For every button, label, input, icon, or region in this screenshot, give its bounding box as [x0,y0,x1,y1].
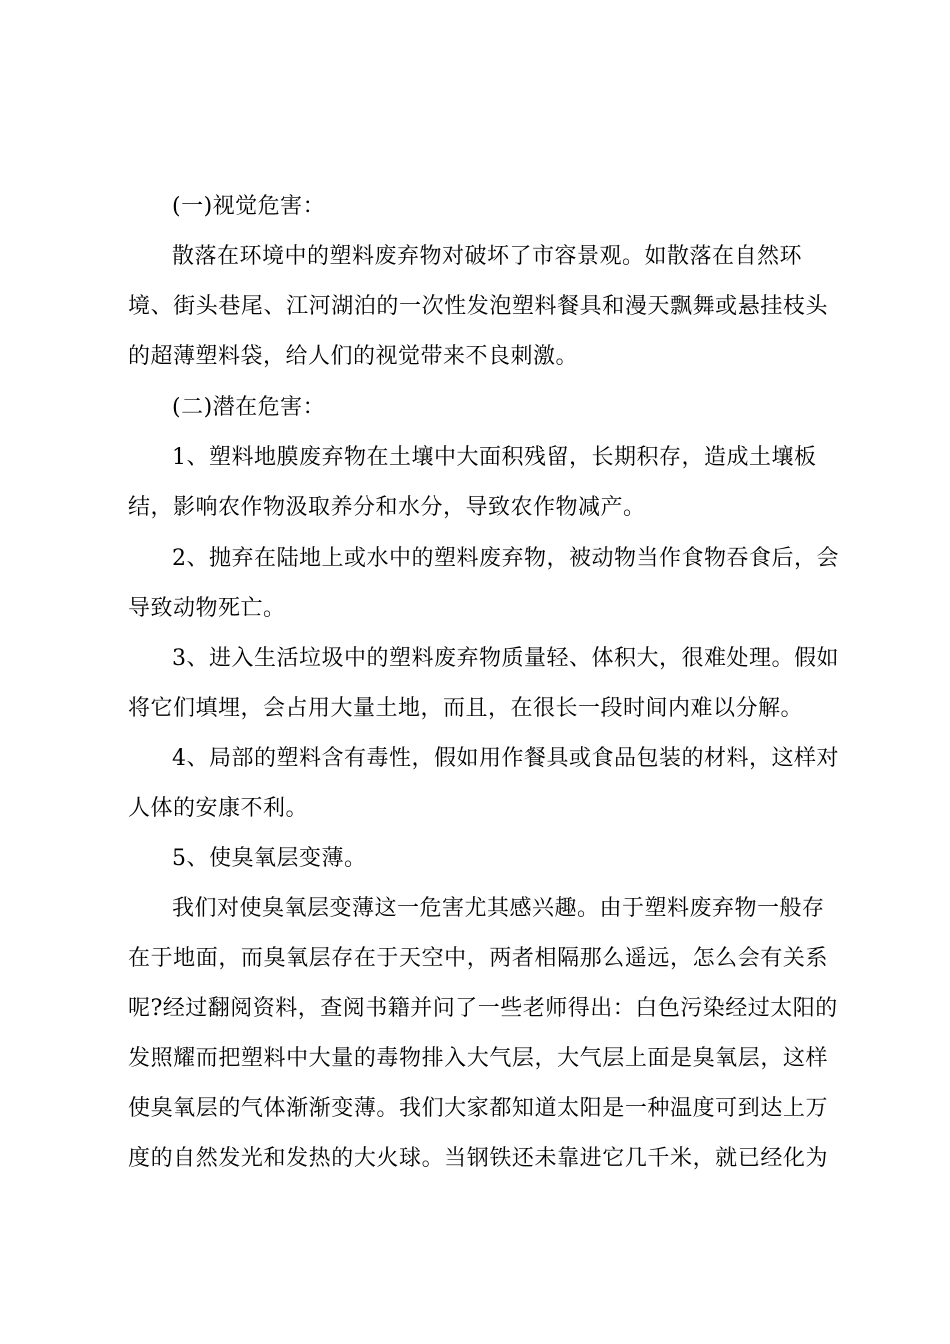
paragraph-line: 呢?经过翻阅资料，查阅书籍并问了一些老师得出：白色污染经过太阳的 [128,996,838,1021]
paragraph-line: 的超薄塑料袋，给人们的视觉带来不良刺激。 [128,344,579,369]
paragraph-line: 发照耀而把塑料中大量的毒物排入大气层，大气层上面是臭氧层，这样 [128,1046,828,1071]
list-item-line: 3、进入生活垃圾中的塑料废弃物质量轻、体积大，很难处理。假如 [172,646,839,671]
list-item-line: 导致动物死亡。 [128,596,286,621]
paragraph-line: 使臭氧层的气体渐渐变薄。我们大家都知道太阳是一种温度可到达上万 [128,1096,828,1121]
list-item-line: 将它们填埋，会占用大量土地，而且，在很长一段时间内难以分解。 [128,696,804,721]
list-item-line: 4、局部的塑料含有毒性，假如用作餐具或食品包装的材料，这样对 [172,746,839,771]
paragraph-line: 散落在环境中的塑料废弃物对破坏了市容景观。如散落在自然环 [172,244,803,269]
paragraph-line: 我们对使臭氧层变薄这一危害尤其感兴趣。由于塑料废弃物一般存 [172,896,825,921]
list-item-line: 1、塑料地膜废弃物在土壤中大面积残留，长期积存，造成土壤板 [172,445,817,470]
paragraph-line: 度的自然发光和发热的大火球。当钢铁还未靠进它几千米，就已经化为 [128,1146,828,1171]
list-item-line: 2、抛弃在陆地上或水中的塑料废弃物，被动物当作食物吞食后，会 [172,546,839,571]
section-heading-potential: (二)潜在危害： [172,395,326,420]
paragraph-line: 在于地面，而臭氧层存在于天空中，两者相隔那么遥远，怎么会有关系 [128,946,828,971]
list-item-line: 5、使臭氧层变薄。 [172,846,367,871]
section-heading-visual: (一)视觉危害： [172,194,326,219]
paragraph-line: 境、街头巷尾、江河湖泊的一次性发泡塑料餐具和漫天飘舞或悬挂枝头 [128,294,828,319]
list-item-line: 结，影响农作物汲取养分和水分，导致农作物减产。 [128,495,646,520]
list-item-line: 人体的安康不利。 [128,796,309,821]
